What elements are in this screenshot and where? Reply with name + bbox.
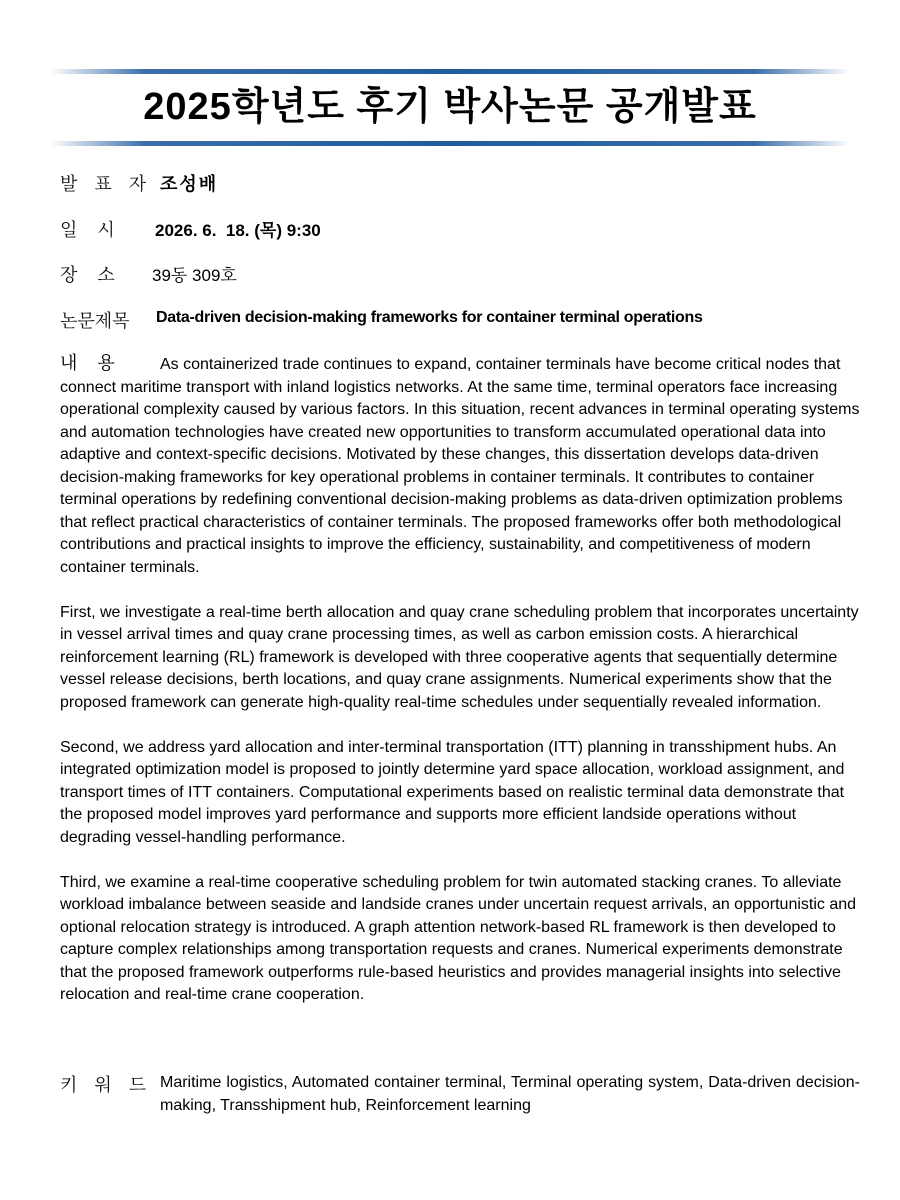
datetime-label: 일 시 <box>60 220 115 240</box>
content-paragraph-2: First, we investigate a real-time berth allocation and quay crane scheduling problem that incorporates uncertainty in vessel arrival times and quay crane processing times, as well as carbon emission costs. A hierarchical reinforcement learning (RL) framework is developed with three cooperative agents that sequentially determine vessel release decisions, berth locations, and quay crane assignments. Numerical experiments show that the proposed framework can generate high-quality real-time schedules under sequentially revealed information. <box>60 603 859 711</box>
content-label: 내 용 <box>60 353 115 373</box>
location-label: 장 소 <box>60 265 115 285</box>
presenter-value: 조성배 <box>160 174 219 194</box>
content-paragraph-3: Second, we address yard allocation and inter-terminal transportation (ITT) planning in transshipment hubs. An integrated optimization model is proposed to jointly determine yard space allocation, workload assignment, and transport times of ITT containers. Computational experiments based on realistic terminal data demonstrate that the proposed model improves yard performance and supports more efficient landside operations without degrading vessel-handling performance. <box>60 738 845 846</box>
thesis-title: Data-driven decision-making frameworks for container terminal operations <box>156 309 703 326</box>
title-bottom-rule <box>50 141 850 146</box>
keywords-label: 키 워 드 <box>60 1075 153 1095</box>
page-title: 2025학년도 후기 박사논문 공개발표 <box>143 86 757 128</box>
content-paragraph-1-text: As containerized trade continues to expand, container terminals have become critical nodes that connect maritime transport with inland logistics networks. At the same time, terminal operators face increasing operational complexity caused by various factors. In this situation, recent advances in terminal operating systems and automation technologies have created new opportunities to transform accumulated operational data into adaptive and context-specific decisions. Motivated by these changes, this dissertation develops data-driven decision-making frameworks for key operational problems in container terminals. It contributes to container terminal operations by redefining conventional decision-making problems as data-driven optimization problems that reflect practical characteristics of container terminals. The proposed frameworks offer both methodological contributions and practical insights to improve the efficiency, sustainability, and competitiveness of modern container terminals. <box>60 356 860 576</box>
thesis-label: 논문제목 <box>60 311 130 331</box>
title-top-rule <box>50 69 850 74</box>
datetime-value: 2026. 6. 18. (목) 9:30 <box>155 221 321 240</box>
content-section <box>60 352 860 1029</box>
location-value: 39동 309호 <box>152 266 237 285</box>
presenter-label: 발 표 자 <box>60 174 153 194</box>
content-paragraph-1 <box>60 352 860 579</box>
keywords-value: Maritime logistics, Automated container terminal, Terminal operating system, Data-driven decision-making, Transshipment hub, Reinforcement learning <box>160 1074 860 1114</box>
content-paragraph-4: Third, we examine a real-time cooperative scheduling problem for twin automated stacking cranes. To alleviate workload imbalance between seaside and landside cranes under uncertain request arrivals, an opportunistic and optional relocation strategy is introduced. A graph attention network-based RL framework is then developed to capture complex relationships among transportation requests and cranes. Numerical experiments demonstrate that the proposed framework outperforms rule-based heuristics and provides managerial insights into selective relocation and real-time crane cooperation. <box>60 873 857 1003</box>
